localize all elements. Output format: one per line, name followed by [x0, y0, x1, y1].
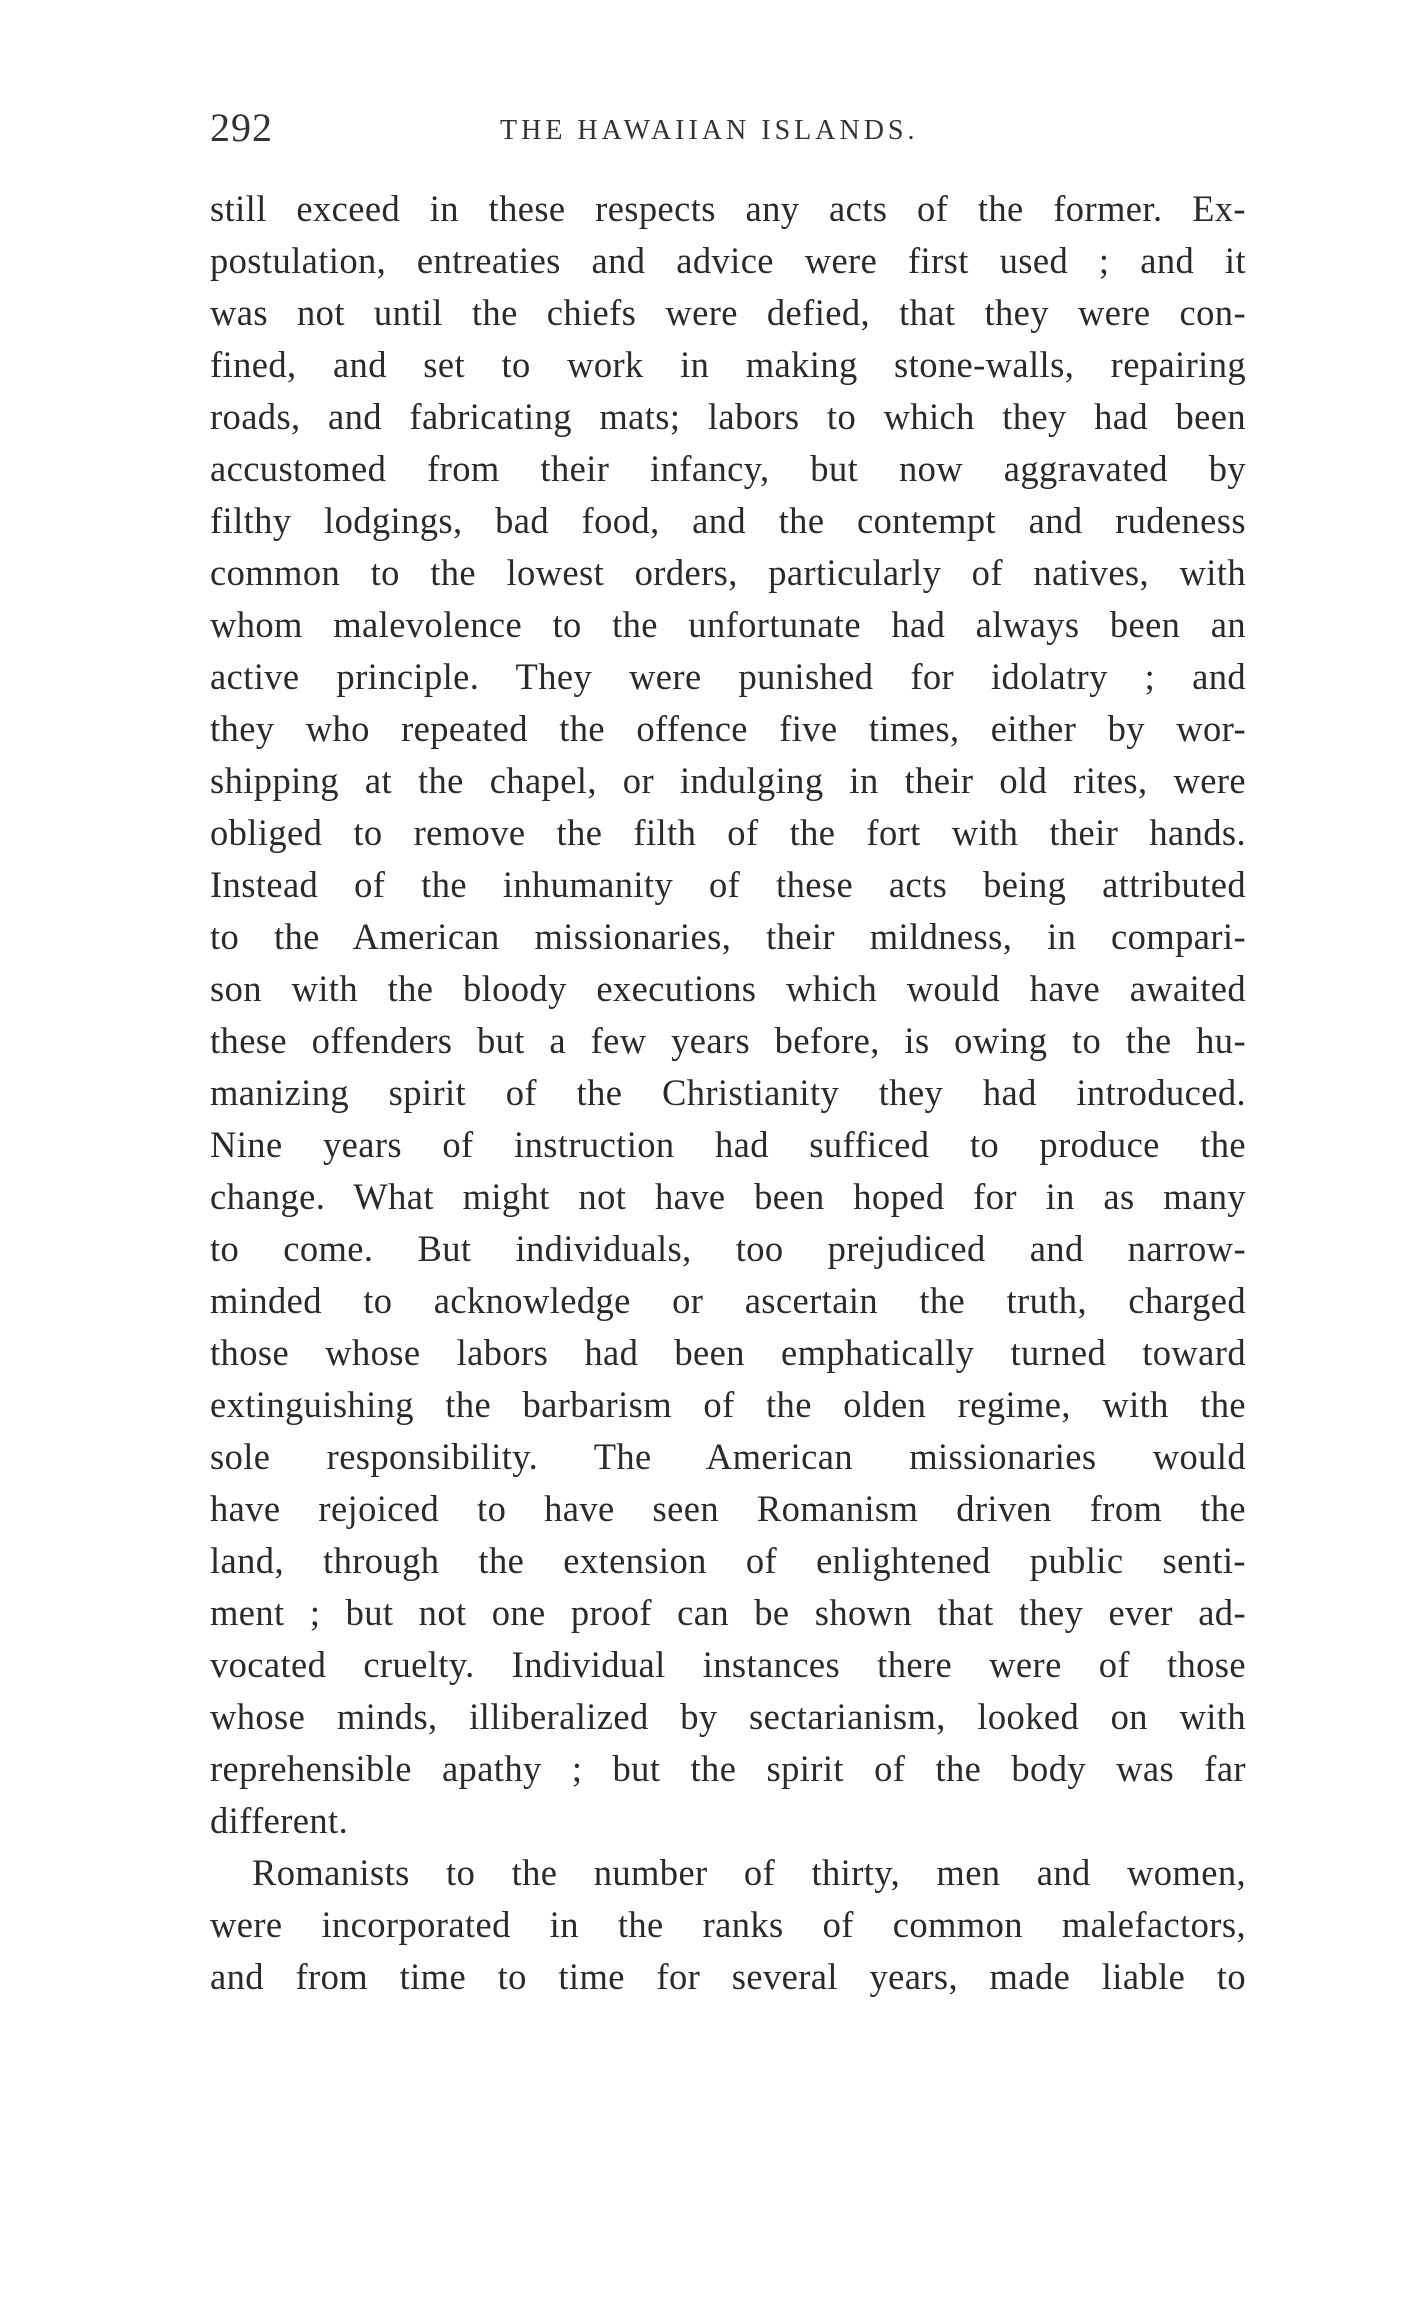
text-line: sole responsibility. The American missionaries would	[210, 1436, 1246, 1477]
text-line: vocated cruelty. Individual instances there were of those	[210, 1644, 1246, 1685]
body-text	[210, 183, 1246, 2003]
text-line: change. What might not have been hoped for in as many	[210, 1176, 1246, 1217]
text-line: and from time to time for several years, made liable to	[210, 1956, 1246, 1997]
text-line: different.	[210, 1800, 349, 1841]
text-line: son with the bloody executions which would have awaited	[210, 968, 1246, 1009]
text-line: they who repeated the offence five times, either by wor-	[210, 708, 1246, 749]
page-number: 292	[210, 105, 273, 150]
text-line: Instead of the inhumanity of these acts being attributed	[210, 864, 1246, 905]
text-line: Nine years of instruction had sufficed to produce the	[210, 1124, 1246, 1165]
text-line: obliged to remove the filth of the fort with their hands.	[210, 812, 1246, 853]
text-line: common to the lowest orders, particularly of natives, with	[210, 552, 1246, 593]
text-line: whose minds, illiberalized by sectarianism, looked on with	[210, 1696, 1246, 1737]
text-line: ment ; but not one proof can be shown that they ever ad-	[210, 1592, 1246, 1633]
text-line: postulation, entreaties and advice were first used ; and it	[210, 240, 1246, 281]
text-line: shipping at the chapel, or indulging in their old rites, were	[210, 760, 1246, 801]
text-line: those whose labors had been emphatically turned toward	[210, 1332, 1246, 1373]
text-line: roads, and fabricating mats; labors to which they had been	[210, 396, 1246, 437]
text-line: extinguishing the barbarism of the olden regime, with the	[210, 1384, 1246, 1425]
text-line: these offenders but a few years before, is owing to the hu-	[210, 1020, 1246, 1061]
text-line: manizing spirit of the Christianity they had introduced.	[210, 1072, 1246, 1113]
text-line: active principle. They were punished for idolatry ; and	[210, 656, 1246, 697]
text-line: to come. But individuals, too prejudiced and narrow-	[210, 1228, 1246, 1269]
text-line: filthy lodgings, bad food, and the contempt and rudeness	[210, 500, 1246, 541]
text-line: fined, and set to work in making stone-walls, repairing	[210, 344, 1246, 385]
text-line: whom malevolence to the unfortunate had always been an	[210, 604, 1246, 645]
paragraph	[210, 183, 1246, 1847]
running-head: THE HAWAIIAN ISLANDS.	[500, 115, 919, 146]
text-line: was not until the chiefs were defied, that they were con-	[210, 292, 1246, 333]
text-line: land, through the extension of enlightened public senti-	[210, 1540, 1246, 1581]
paragraph	[210, 1847, 1246, 2003]
text-line: reprehensible apathy ; but the spirit of the body was far	[210, 1748, 1246, 1789]
text-line: accustomed from their infancy, but now aggravated by	[210, 448, 1246, 489]
text-line: still exceed in these respects any acts of the former. Ex-	[210, 188, 1246, 229]
text-line: minded to acknowledge or ascertain the truth, charged	[210, 1280, 1246, 1321]
text-line: have rejoiced to have seen Romanism driven from the	[210, 1488, 1246, 1529]
text-line: to the American missionaries, their mildness, in compari-	[210, 916, 1246, 957]
text-line: were incorporated in the ranks of common malefactors,	[210, 1904, 1246, 1945]
text-line: Romanists to the number of thirty, men and women,	[252, 1852, 1246, 1893]
